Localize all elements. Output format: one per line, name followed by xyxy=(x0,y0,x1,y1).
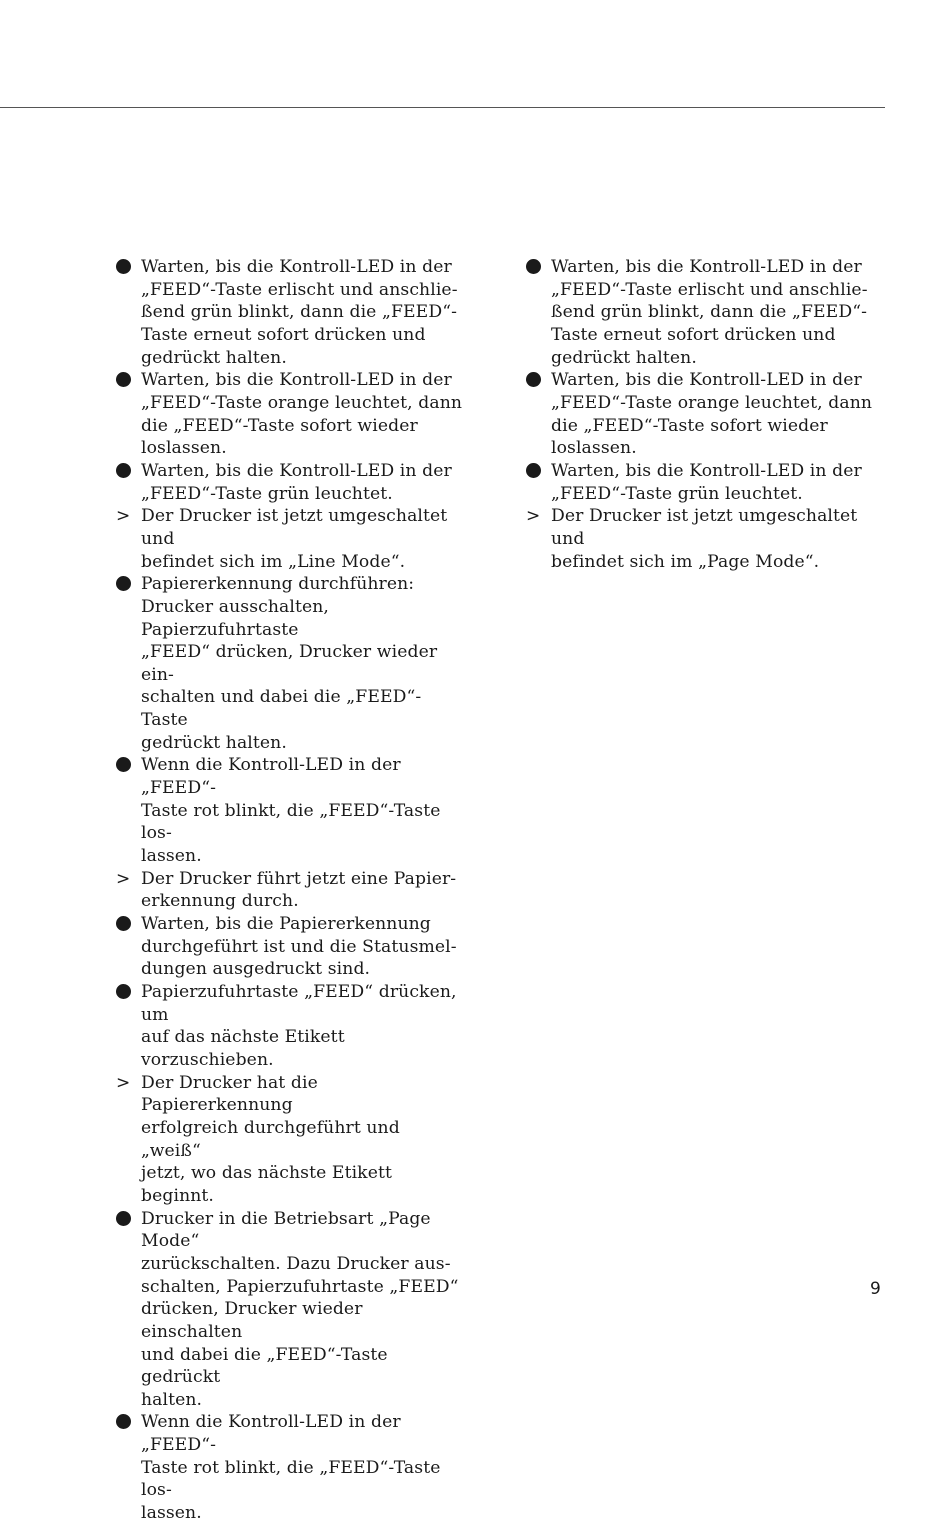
list-item-text: Drucker in die Betriebsart „Page Mode“ zurückschalten. Dazu Drucker aus- schalten, Papierzufuhrtaste „FEED“ drücken, Drucker wieder einschalten und dabei die „FEED“-Taste gedrückt halten. xyxy=(141,1208,459,1410)
list-item-text: Warten, bis die Kontroll-LED in der „FEED“-Taste grün leuchtet. xyxy=(141,460,452,504)
header-rule xyxy=(0,107,885,108)
result-arrow-icon: > xyxy=(526,506,541,527)
bullet-icon xyxy=(113,754,141,867)
bullet-icon xyxy=(113,1208,141,1412)
list-item xyxy=(113,754,463,867)
bullet-icon xyxy=(113,460,141,505)
list-item-text: Wenn die Kontroll-LED in der „FEED“- Taste rot blinkt, die „FEED“-Taste los- lassen. xyxy=(141,1412,441,1524)
list-item xyxy=(113,256,463,369)
bullet-icon xyxy=(113,981,141,1072)
list-item-text: Wenn die Kontroll-LED in der „FEED“- Taste rot blinkt, die „FEED“-Taste los- lassen. xyxy=(141,755,441,867)
page-number: 9 xyxy=(870,1279,881,1299)
list-item xyxy=(113,913,463,981)
list-item-text: Warten, bis die Kontroll-LED in der „FEED“-Taste orange leuchtet, dann die „FEED“-Taste sofort wieder loslassen. xyxy=(551,370,873,459)
list-item-text: Papiererkennung durchführen: Drucker ausschalten, Papierzufuhrtaste „FEED“ drücken, Drucker wieder ein- schalten und dabei die „FEED“-Taste gedrückt halten. xyxy=(141,574,438,753)
bullet-icon xyxy=(523,460,551,505)
list-item-text: Der Drucker ist jetzt umgeschaltet und befindet sich im „Page Mode“. xyxy=(551,506,858,572)
list-item xyxy=(113,868,463,913)
bullet-icon xyxy=(113,256,141,369)
list-item-text: Der Drucker hat die Papiererkennung erfolgreich durchgeführt und „weiß“ jetzt, wo das nächste Etikett beginnt. xyxy=(141,1072,400,1206)
list-item xyxy=(113,369,463,460)
list-item-text: Warten, bis die Kontroll-LED in der „FEED“-Taste erlischt und anschlie- ßend grün blinkt, dann die „FEED“- Taste erneut sofort drücken und gedrückt halten. xyxy=(551,257,868,368)
list-item-text: Warten, bis die Kontroll-LED in der „FEED“-Taste orange leuchtet, dann die „FEED“-Taste sofort wieder loslassen. xyxy=(141,370,463,459)
list-item-text: Warten, bis die Papiererkennung durchgeführt ist und die Statusmel- dungen ausgedruckt sind. xyxy=(141,914,457,980)
list-item xyxy=(113,1208,463,1412)
bullet-icon xyxy=(113,913,141,981)
list-item xyxy=(523,369,873,460)
list-item xyxy=(113,460,463,505)
bullet-icon xyxy=(113,369,141,460)
list-item-text: Der Drucker ist jetzt umgeschaltet und befindet sich im „Line Mode“. xyxy=(141,506,448,572)
bullet-icon xyxy=(113,573,141,754)
list-item xyxy=(523,460,873,505)
bullet-icon xyxy=(113,1411,141,1524)
list-item xyxy=(523,256,873,369)
left-column xyxy=(113,256,463,1525)
bullet-icon xyxy=(523,369,551,460)
result-arrow-icon: > xyxy=(116,1072,131,1093)
list-item xyxy=(113,1072,463,1208)
list-item xyxy=(113,1411,463,1524)
list-item xyxy=(523,505,873,573)
list-item-text: Papierzufuhrtaste „FEED“ drücken, um auf das nächste Etikett vorzuschieben. xyxy=(141,982,457,1070)
list-item xyxy=(113,573,463,754)
list-item-text: Warten, bis die Kontroll-LED in der „FEED“-Taste erlischt und anschlie- ßend grün blinkt, dann die „FEED“- Taste erneut sofort drücken und gedrückt halten. xyxy=(141,257,458,368)
result-arrow-icon: > xyxy=(116,868,131,889)
list-item-text: Der Drucker führt jetzt eine Papier- erkennung durch. xyxy=(141,868,457,912)
bullet-icon xyxy=(523,256,551,369)
list-item xyxy=(113,505,463,573)
list-item xyxy=(113,981,463,1072)
right-column xyxy=(523,256,873,573)
result-arrow-icon: > xyxy=(116,506,131,527)
list-item-text: Warten, bis die Kontroll-LED in der „FEED“-Taste grün leuchtet. xyxy=(551,460,862,504)
